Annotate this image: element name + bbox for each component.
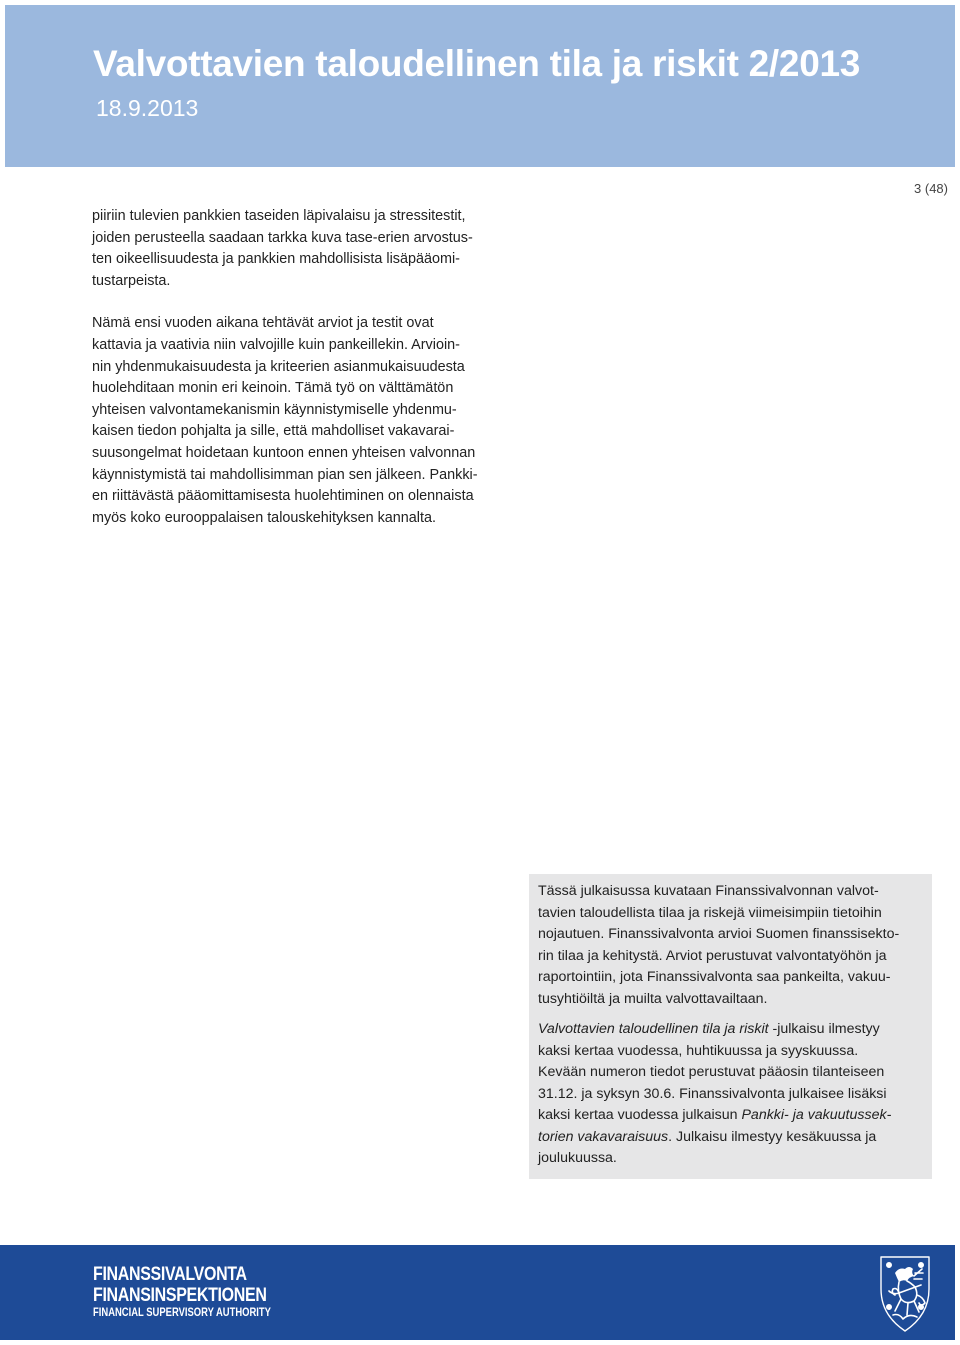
text-line: joulukuussa.: [538, 1150, 617, 1166]
text-line: kaisen tiedon pohjalta ja sille, että mahdolliset vakavarai-: [92, 423, 455, 440]
text-line: 31.12. ja syksyn 30.6. Finanssivalvonta julkaisee lisäksi: [538, 1085, 887, 1102]
text-line: käynnistymistä tai mahdollisimman pian sen jälkeen. Pankki-: [92, 466, 478, 483]
text-line: kaksi kertaa vuodessa, huhtikuussa ja syyskuussa.: [538, 1042, 859, 1059]
info-sidebox: [529, 874, 932, 1179]
text-line: Tässä julkaisussa kuvataan Finanssivalvonnan valvot-: [538, 883, 879, 899]
text-line: myös koko eurooppalaisen talouskehityksen kannalta.: [92, 509, 436, 526]
publication-name-italic: torien vakavaraisuus: [538, 1128, 669, 1145]
text-line: suusongelmat hoidetaan kuntoon ennen yhteisen valvonnan: [92, 444, 476, 461]
text-line: [538, 1019, 928, 1041]
text-line: tavien taloudellista tilaa ja riskejä viimeisimpiin tietoihin: [538, 904, 882, 921]
text-line: joiden perusteella saadaan tarkka kuva tase-erien arvostus-: [92, 229, 473, 246]
publication-date: 18.9.2013: [96, 95, 199, 121]
text-line: yhteisen valvontamekanismin käynnistymiselle yhdenmu-: [92, 401, 457, 418]
text-line: ten oikeellisuudesta ja pankkien mahdollisista lisäpääomi-: [92, 251, 460, 268]
text-line: Kevään numeron tiedot perustuvat pääosin tilanteiseen: [538, 1064, 885, 1080]
sidebox-text: [538, 881, 928, 1179]
text-fragment: -julkaisu ilmestyy: [768, 1021, 880, 1037]
text-fragment: . Julkaisu ilmestyy kesäkuussa ja: [668, 1128, 877, 1145]
text-line: huolehditaan monin eri keinoin. Tämä työ on välttämätön: [92, 380, 454, 397]
document-title: Valvottavien taloudellinen tila ja riskit 2/2013: [93, 43, 861, 84]
text-line: rin tilaa ja kehitystä. Arviot perustuvat valvontatyöhön ja: [538, 947, 887, 964]
brand-name-sv: FINANSINSPEKTIONEN: [93, 1284, 267, 1306]
text-line: piiriin tulevien pankkien taseiden läpivalaisu ja stressitestit,: [92, 208, 466, 224]
publication-name-italic: Valvottavien taloudellinen tila ja riskit: [538, 1021, 769, 1037]
text-line: [538, 1127, 928, 1149]
text-line: tustarpeista.: [92, 272, 171, 289]
sidebox-paragraph: [538, 881, 928, 1010]
main-body-text: [92, 206, 512, 550]
text-line: [538, 1105, 928, 1127]
text-line: nojautuen. Finanssivalvonta arvioi Suomen finanssisekto-: [538, 926, 900, 942]
brand-name-en: FINANCIAL SUPERVISORY AUTHORITY: [93, 1307, 271, 1319]
text-fragment: kaksi kertaa vuodessa julkaisun: [538, 1107, 742, 1123]
page-header-band: [5, 5, 955, 167]
authority-logo: [93, 1264, 310, 1320]
brand-name-fi: FINANSSIVALVONTA: [93, 1263, 247, 1285]
sidebox-paragraph: [538, 1019, 928, 1170]
text-line: Nämä ensi vuoden aikana tehtävät arviot ja testit ovat: [92, 315, 434, 332]
footer-band: [0, 1245, 955, 1340]
text-line: raportointiin, jota Finanssivalvonta saa pankeilta, vakuu-: [538, 969, 891, 985]
text-line: kattavia ja vaativia niin valvojille kuin pankeillekin. Arvioin-: [92, 336, 460, 353]
text-line: tusyhtiöiltä ja muilta valvottavailtaan.: [538, 990, 768, 1007]
body-paragraph: [92, 206, 512, 292]
body-paragraph: [92, 313, 512, 529]
text-line: nin yhdenmukaisuudesta ja kriteerien asianmukaisuudesta: [92, 358, 465, 375]
coat-of-arms-lion-icon: [859, 1249, 951, 1339]
text-line: en riittävästä pääomittamisesta huolehtiminen on olennaista: [92, 488, 474, 505]
publication-name-italic: Pankki- ja vakuutussek-: [741, 1107, 892, 1123]
page-number: 3 (48): [914, 181, 948, 196]
